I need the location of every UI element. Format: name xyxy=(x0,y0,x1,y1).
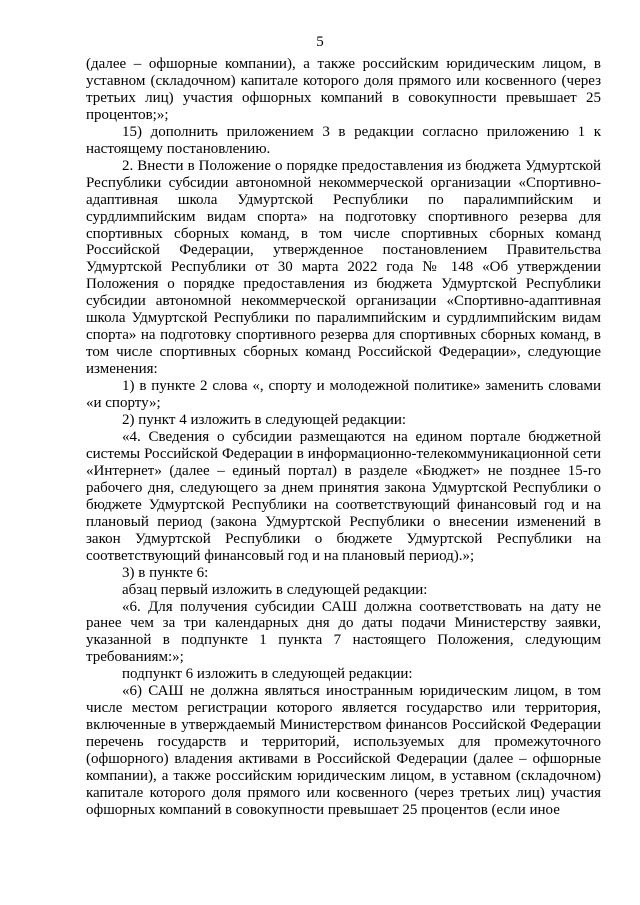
paragraph: (далее – офшорные компании), а также российским юридическим лицом, в уставном (складочном) капитале которого доля прямого или косвенного (через третьих лиц) участия офшорных компаний в совокупности превышает 25 процентов;»; xyxy=(86,56,601,123)
paragraph: 3) в пункте 6: xyxy=(122,564,209,581)
paragraph: 2. Внести в Положение о порядке предоставления из бюджета Удмуртской Республики субсидии автономной некоммерческой организации «Спортивно-адаптивная школа Удмуртской Республики по паралимпийским и сурдлимпийским видам спорта» на подготовку спортивного резерва для спортивных сборных команд, в том числе спортивных сборных команд Российской Федерации, утвержденное постановлением Правительства Удмуртской Республики от 30 марта 2022 года № 148 «Об утверждении Положения о порядке предоставления из бюджета Удмуртской Республики субсидии автономной некоммерческой организации «Спортивно-адаптивная школа Удмуртской Республики по паралимпийским и сурдлимпийским видам спорта» на подготовку спортивного резерва для спортивных сборных команд, в том числе спортивных сборных команд Российской Федерации», следующие изменения: xyxy=(86,157,601,378)
paragraph: 1) в пункте 2 слова «, спорту и молодежной политике» заменить словами «и спорту»; xyxy=(86,378,601,412)
document-body xyxy=(86,56,601,819)
page-number: 5 xyxy=(316,34,324,50)
paragraph: 15) дополнить приложением 3 в редакции согласно приложению 1 к настоящему постановлению. xyxy=(86,123,601,157)
paragraph: подпункт 6 изложить в следующей редакции: xyxy=(122,666,413,683)
paragraph: 2) пункт 4 изложить в следующей редакции: xyxy=(122,412,407,429)
paragraph: «4. Сведения о субсидии размещаются на едином портале бюджетной системы Российской Федерации в информационно-телекоммуникационной сети «Интернет» (далее – единый портал) в разделе «Бюджет» не позднее 15-го рабочего дня, следующего за днем принятия закона Удмуртской Республики о бюджете Удмуртской Республики на соответствующий финансовый год и на плановый период (закона Удмуртской Республики о внесении изменений в закон Удмуртской Республики о бюджете Удмуртской Республики на соответствующий финансовый год и на плановый период).»; xyxy=(86,428,601,564)
paragraph: «6. Для получения субсидии САШ должна соответствовать на дату не ранее чем за три календарных дня до даты подачи Министерству заявки, указанной в подпункте 1 пункта 7 настоящего Положения, следующим требованиям:»; xyxy=(86,598,601,666)
paragraph: «6) САШ не должна являться иностранным юридическим лицом, в том числе местом регистрации которого является государство или территория, включенные в утверждаемый Министерством финансов Российской Федерации перечень государств и территорий, используемых для промежуточного (офшорного) владения активами в Российской Федерации (далее – офшорные компании), а также российским юридическим лицом, в уставном (складочном) капитале которого доля прямого или косвенного (через третьих лиц) участия офшорных компаний в совокупности превышает 25 процентов (если иное xyxy=(86,683,601,818)
paragraph: абзац первый изложить в следующей редакции: xyxy=(122,581,428,598)
